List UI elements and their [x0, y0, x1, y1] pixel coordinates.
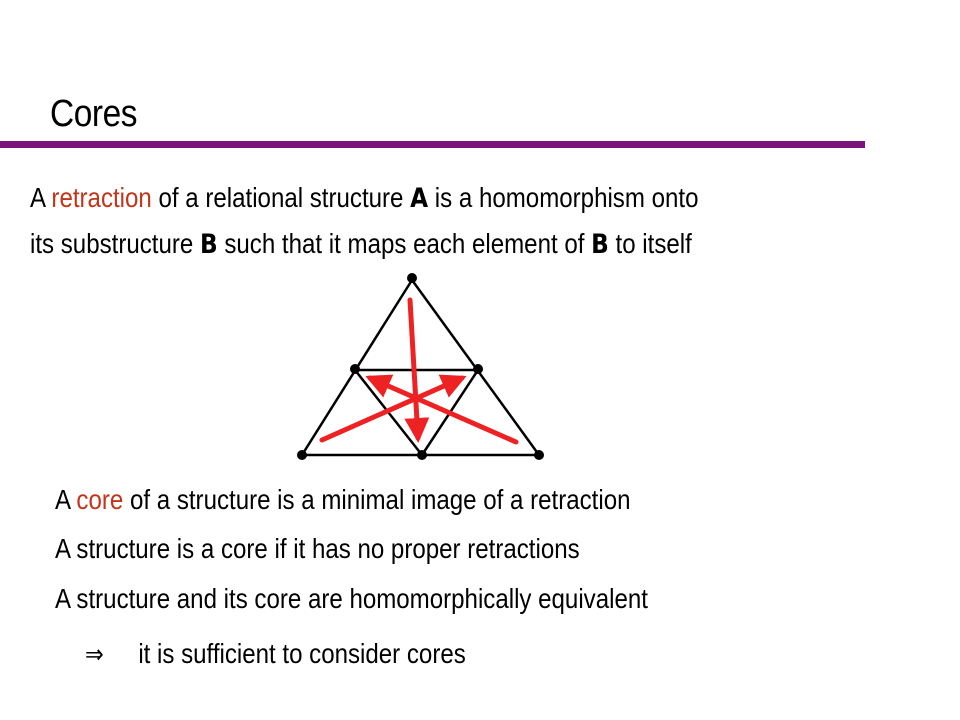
retraction-definition-line-1 [30, 180, 698, 217]
text-segment: such that it maps each element of [217, 228, 592, 259]
conclusion [85, 636, 466, 673]
variable-b: B [199, 229, 218, 260]
vertex-bottom-left [297, 450, 307, 460]
slide-title: Cores [50, 93, 138, 135]
vertex-mid-left [350, 364, 360, 374]
core-statement: A structure is a core if it has no proper retractions [55, 533, 580, 564]
vertex-bottom-right [534, 450, 544, 460]
retraction-definition-line-2 [30, 226, 692, 263]
title-underline [0, 141, 865, 148]
variable-a: A [410, 183, 429, 214]
core-definition [55, 482, 631, 518]
vertex-mid-right [473, 364, 483, 374]
vertex-top [407, 273, 417, 283]
text-segment: of a structure is a minimal image of a retraction [123, 484, 631, 515]
text-segment: of a relational structure [151, 182, 411, 213]
retraction-triangle-figure [280, 265, 560, 465]
term-retraction: retraction [51, 182, 152, 213]
conclusion-text: it is sufficient to consider cores [138, 638, 466, 669]
vertex-bottom-mid [417, 450, 427, 460]
text-segment: A [30, 182, 52, 213]
text-segment: is a homomorphism onto [428, 182, 699, 213]
equivalence-statement: A structure and its core are homomorphically equivalent [55, 583, 648, 614]
triangle-edges [302, 280, 539, 455]
text-segment: its substructure [30, 228, 200, 259]
text-segment: to itself [608, 228, 692, 259]
term-core: core [76, 484, 124, 515]
variable-b: B [591, 229, 609, 260]
implies-symbol: ⇒ [85, 640, 104, 670]
text-segment: A [55, 484, 77, 515]
